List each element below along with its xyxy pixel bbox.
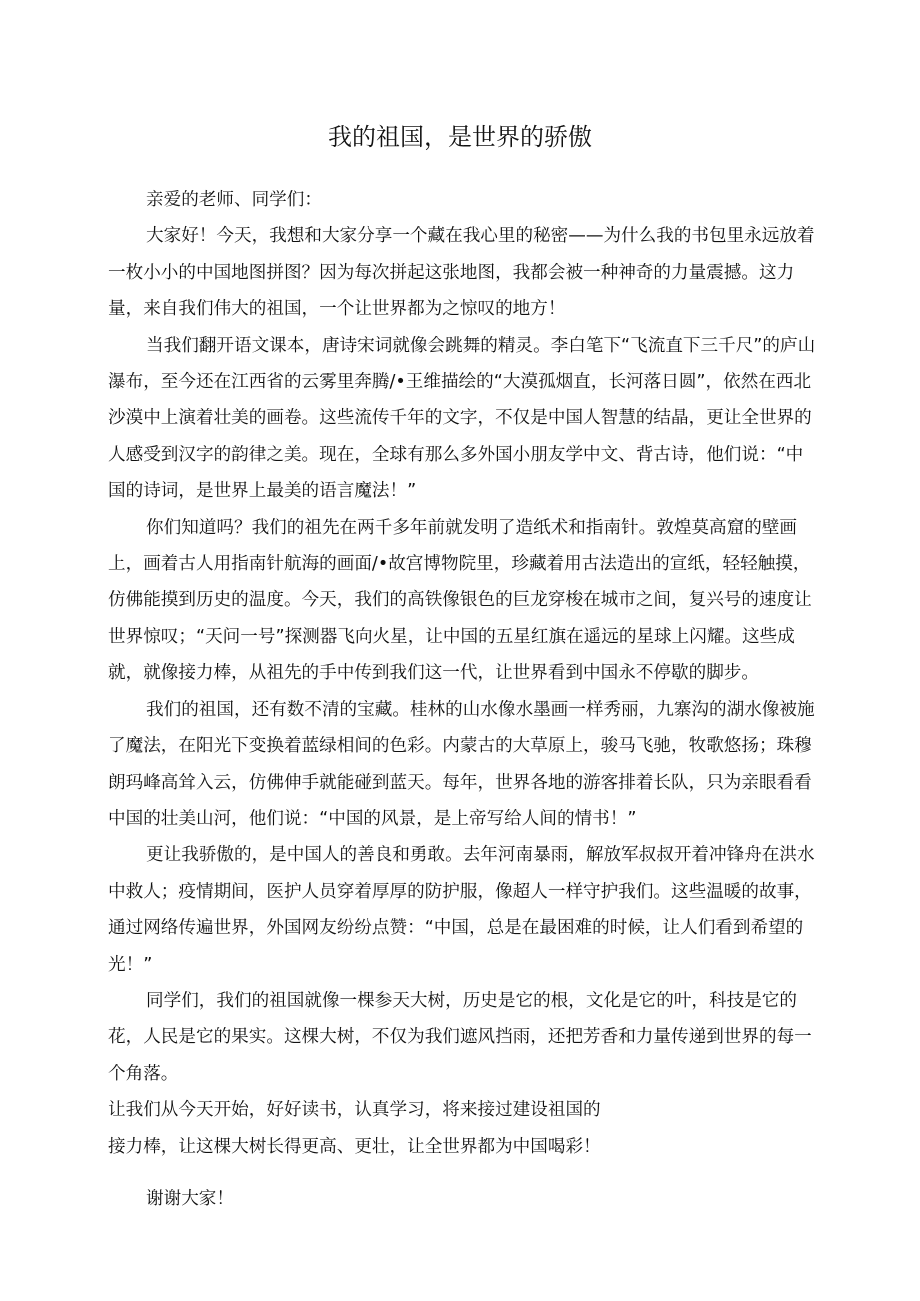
closing-line: 让我们从今天开始，好好读书，认真学习，将来接过建设祖国的 — [108, 1100, 601, 1121]
page-title: 我的祖国，是世界的骄傲 — [328, 123, 592, 151]
paragraph: 更让我骄傲的，是中国人的善良和勇敢。去年河南暴雨，解放军叔叔开着冲锋舟在洪水中救人；疫情期间，医护人员穿着厚厚的防护服，像超人一样守护我们。这些温暖的故事，通过网络传遍世界，外国网友纷纷点赞：“中国，总是在最困难的时候，让人们看到希望的光！” — [108, 845, 815, 975]
paragraph: 大家好！今天，我想和大家分享一个藏在我心里的秘密——为什么我的书包里永远放着一枚小小的中国地图拼图？因为每次拼起这张地图，我都会被一种神奇的力量震撼。这力量，来自我们伟大的祖国，一个让世界都为之惊叹的地方！ — [108, 226, 815, 320]
paragraph: 同学们，我们的祖国就像一棵参天大树，历史是它的根，文化是它的叶，科技是它的花，人民是它的果实。这棵大树，不仅为我们遮风挡雨，还把芳香和力量传递到世界的每一个角落。 — [108, 990, 812, 1084]
paragraph: 我们的祖国，还有数不清的宝藏。桂林的山水像水墨画一样秀丽，九寨沟的湖水像被施了魔法，在阳光下变换着蓝绿相间的色彩。内蒙古的大草原上，骏马飞驰，牧歌悠扬；珠穆朗玛峰高耸入云，仿佛伸手就能碰到蓝天。每年，世界各地的游客排着长队，只为亲眼看看中国的壮美山河，他们说：“中国的风景，是上帝写给人间的情书！” — [108, 699, 815, 829]
paragraph: 当我们翻开语文课本，唐诗宋词就像会跳舞的精灵。李白笔下“飞流直下三千尺”的庐山瀑布，至今还在江西省的云雾里奔腾/•王维描绘的“大漠孤烟直，长河落日圆”，依然在西北沙漠中上演着壮美的画卷。这些流传千年的文字，不仅是中国人智慧的结晶，更让全世界的人感受到汉字的韵律之美。现在，全球有那么多外国小朋友学中文、背古诗，他们说：“中国的诗词，是世界上最美的语言魔法！” — [108, 335, 816, 502]
paragraph: 你们知道吗？我们的祖先在两千多年前就发明了造纸术和指南针。敦煌莫高窟的壁画上，画着古人用指南针航海的画面/•故宫博物院里，珍藏着用古法造出的宣纸，轻轻触摸，仿佛能摸到历史的温度。今天，我们的高铁像银色的巨龙穿梭在城市之间，复兴号的速度让世界惊叹；“天问一号”探测器飞向火星，让中国的五星红旗在遥远的星球上闪耀。这些成就，就像接力棒，从祖先的手中传到我们这一代，让世界看到中国永不停歇的脚步。 — [108, 517, 812, 684]
speech-body — [108, 182, 818, 1217]
closing-line: 接力棒，让这棵大树长得更高、更壮，让全世界都为中国喝彩！ — [108, 1136, 601, 1157]
greeting: 亲爱的老师、同学们： — [146, 190, 322, 210]
thanks-line: 谢谢大家！ — [146, 1188, 234, 1209]
